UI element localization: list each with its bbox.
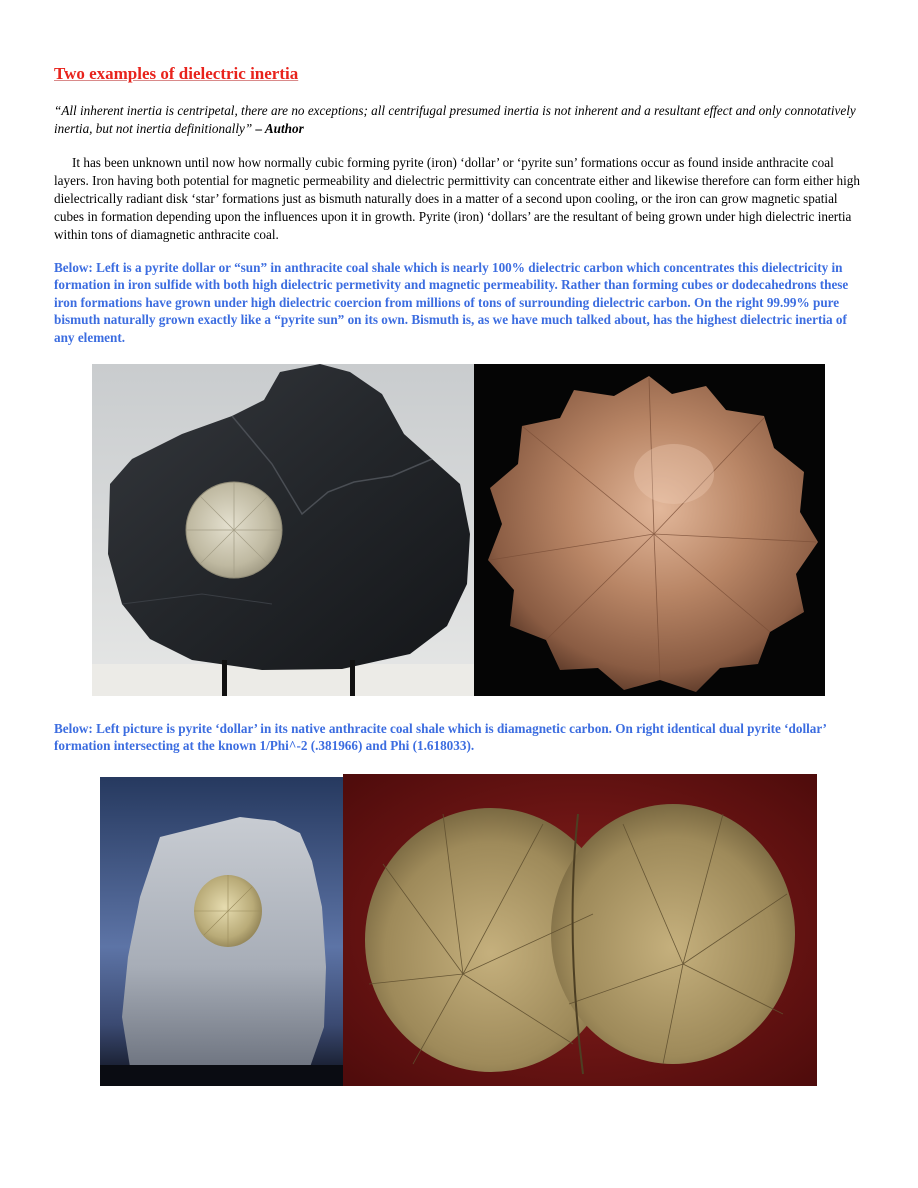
- photo-bismuth-sun: [474, 364, 825, 696]
- photo-pyrite-dollar-coal-shale: [92, 364, 474, 696]
- quote-text: “All inherent inertia is centripetal, there are no exceptions; all centrifugal presumed inertia is not inherent and a resultant effect and only connotatively inertia, but not inertia definitionally”: [54, 103, 856, 136]
- figure-caption-1: Below: Left is a pyrite dollar or “sun” in anthracite coal shale which is nearly 100% dielectric carbon which concentrates this dielectricity in formation in iron sulfide with both high dielectric permetivity and magnetic permeability. Rather than forming cubes or dodecahedrons these iron formations have grown under high dielectric coercion from millions of tons of surrounding dielectric carbon. On the right 99.99% pure bismuth naturally grown exactly like a “pyrite sun” on its own. Bismuth is, as we have much talked about, has the highest dielectric inertia of any element.: [54, 260, 849, 345]
- body-paragraph: It has been unknown until now how normally cubic forming pyrite (iron) ‘dollar’ or ‘pyrite sun’ formations occur as found inside anthracite coal layers. Iron having both potential for magnetic permeability and dielectric permittivity can concentrate either and likewise therefore can form either high dielectrically radiant disk ‘star’ formations just as bismuth naturally does in a matter of a second upon cooling, or the iron can grow magnetic spatial cubes in formation depending upon the influences upon it in growth. Pyrite (iron) ‘dollars’ are the resultant of being grown under high dielectric inertia within tons of diamagnetic anthracite coal.: [54, 155, 860, 242]
- epigraph-quote: [54, 102, 866, 138]
- photo-pyrite-dollar-native-shale: [100, 777, 343, 1086]
- figure-caption-2: Below: Left picture is pyrite ‘dollar’ in its native anthracite coal shale which is diamagnetic carbon. On right identical dual pyrite ‘dollar’ formation intersecting at the known 1/Phi^-2 (.381966) and Phi (1.618033).: [54, 721, 826, 754]
- quote-author: – Author: [255, 121, 304, 136]
- photo-dual-pyrite-dollar: [343, 774, 817, 1086]
- page-title: Two examples of dielectric inertia: [54, 64, 299, 83]
